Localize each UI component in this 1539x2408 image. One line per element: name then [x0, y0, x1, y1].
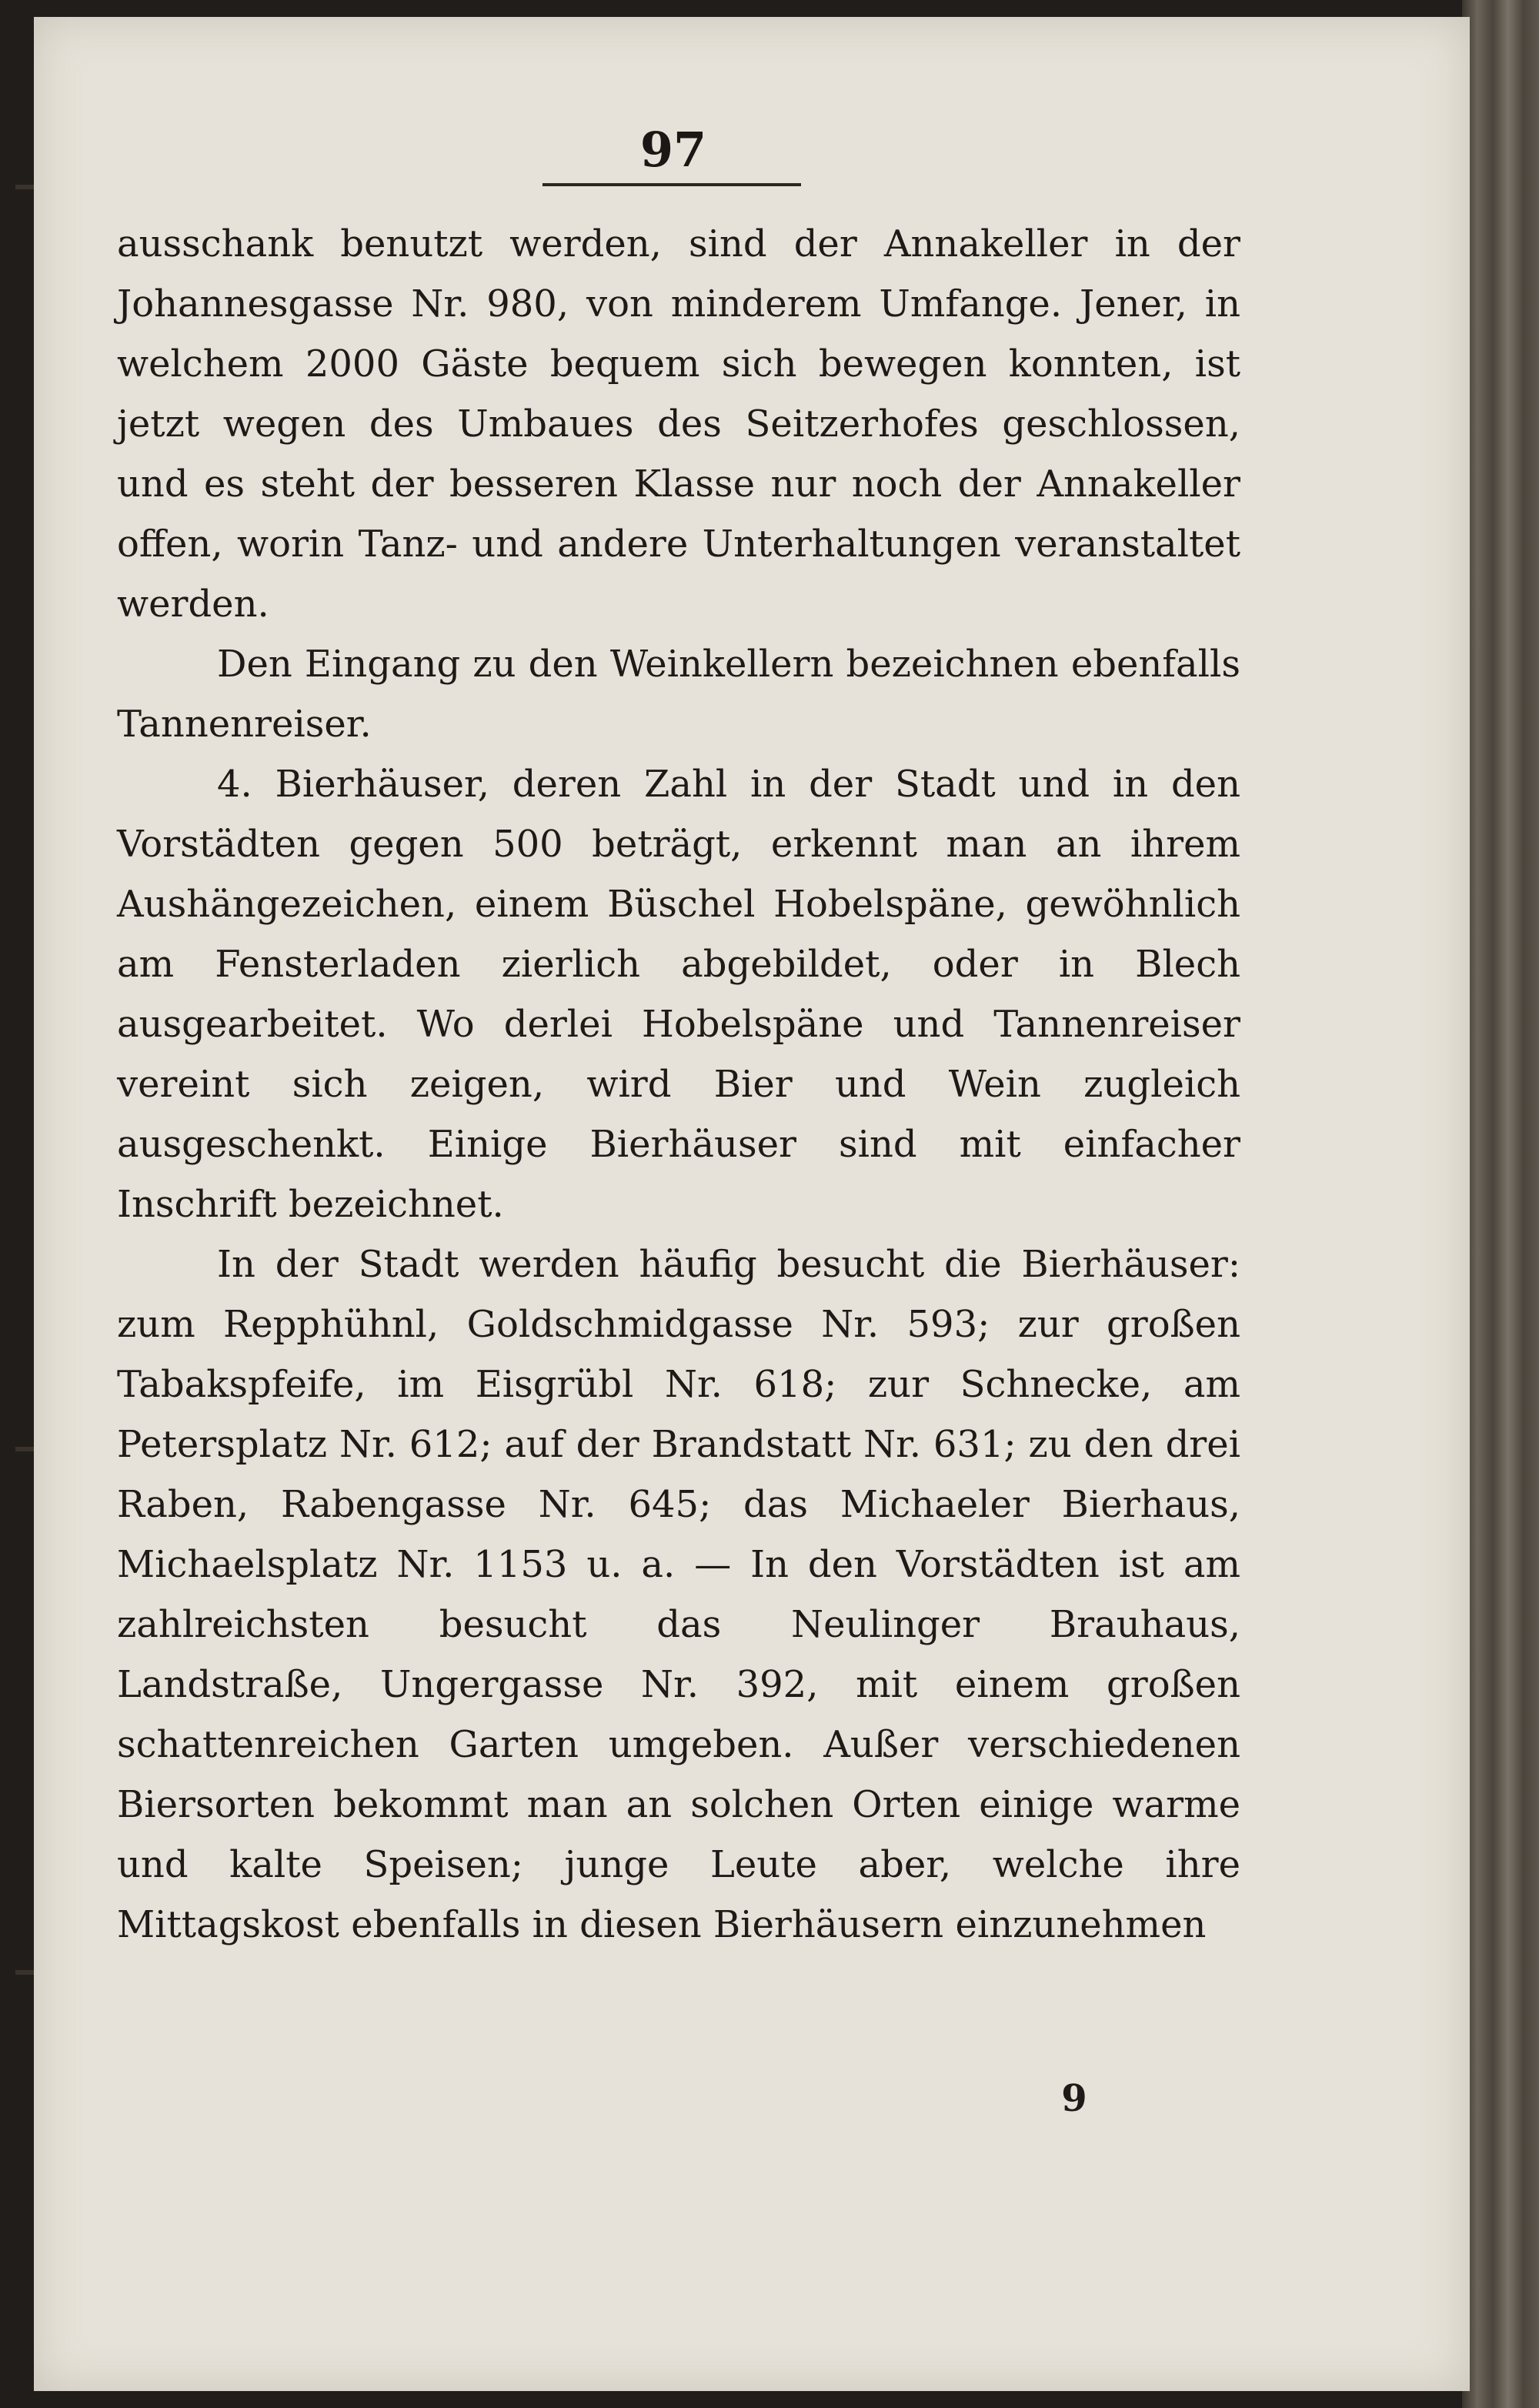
paragraph: ausschank benutzt werden, sind der Annakeller in der Johannesgasse Nr. 980, von minderem Umfange. Jener, in welchem 2000 Gäste bequem sich bewegen konnten, ist jetzt wegen des Umbaues des Seitzerhofes geschlossen, und es steht der besseren Klasse nur noch der Annakeller offen, worin Tanz- und andere Unterhaltungen veranstaltet werden. [117, 222, 1240, 626]
paragraph: In der Stadt werden häufig besucht die Bierhäuser: zum Repphühnl, Goldschmidgasse Nr. 593; zur großen Tabakspfeife, im Eisgrübl Nr. 618; zur Schnecke, am Petersplatz Nr. 612; auf der Brandstatt Nr. 631; zu den drei Raben, Rabengasse Nr. 645; das Michaeler Bierhaus, Michaelsplatz Nr. 1153 u. a. — In den Vorstädten ist am zahlreichsten besucht das Neulinger Brauhaus, Landstraße, Ungergasse Nr. 392, mit einem großen schattenreichen Garten umgeben. Außer verschiedenen Biersorten bekommt man an solchen Orten einige warme und kalte Speisen; junge Leute aber, welche ihre Mittagskost ebenfalls in diesen Bierhäusern einzunehmen [117, 1243, 1240, 1946]
page-body [117, 214, 1240, 2069]
printer-signature-mark: 9 [1061, 2077, 1087, 2120]
binding-mark [15, 185, 34, 189]
page-number: 97 [639, 122, 707, 178]
paragraph: 4. Bierhäuser, deren Zahl in der Stadt und in den Vorstädten gegen 500 beträgt, erkennt man an ihrem Aushängezeichen, einem Büschel Hobelspäne, gewöhnlich am Fensterladen zierlich abgebildet, oder in Blech ausgearbeitet. Wo derlei Hobelspäne und Tannenreiser vereint sich zeigen, wird Bier und Wein zugleich ausgeschenkt. Einige Bierhäuser sind mit einfacher Inschrift bezeichnet. [117, 763, 1240, 1226]
page-stack-edge [1462, 0, 1539, 2408]
binding-mark [15, 1970, 34, 1975]
paragraph: Den Eingang zu den Weinkellern bezeichnen ebenfalls Tannenreiser. [117, 643, 1240, 746]
header-rule [542, 183, 801, 186]
binding-mark [15, 1447, 34, 1451]
